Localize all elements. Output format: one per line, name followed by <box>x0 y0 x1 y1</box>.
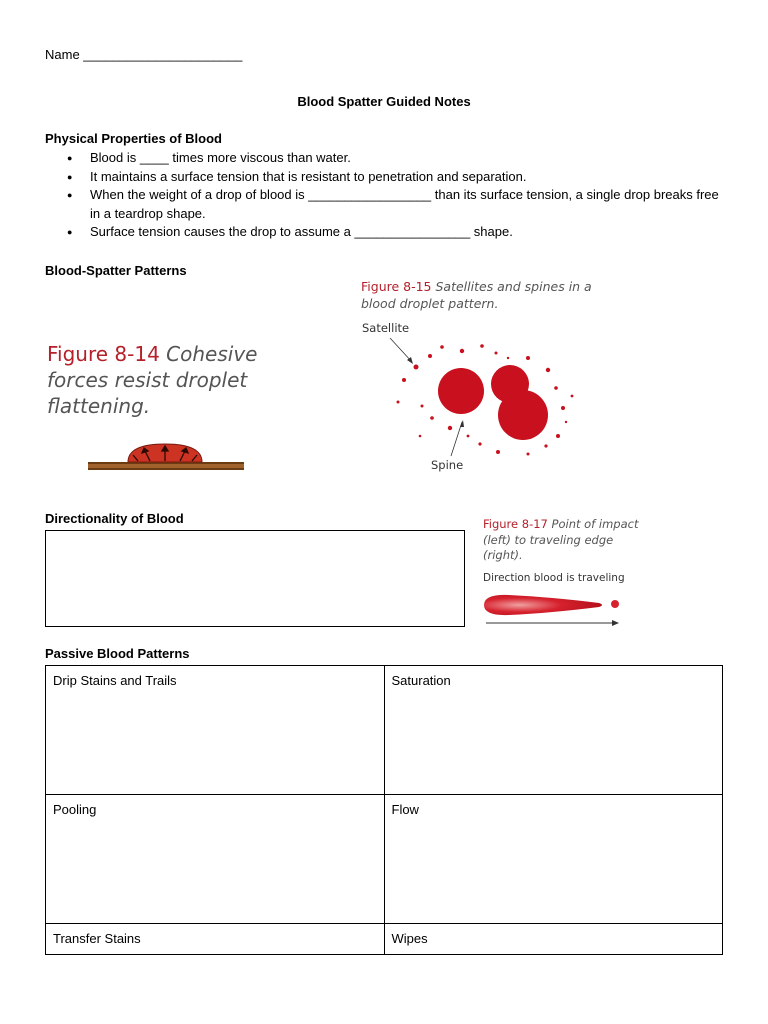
table-cell-pooling[interactable]: Pooling <box>46 795 385 924</box>
table-cell-saturation[interactable]: Saturation <box>384 666 723 795</box>
table-cell-wipes[interactable]: Wipes <box>384 924 723 955</box>
satellites-spines-illustration <box>358 318 588 478</box>
section-heading-passive-blood-patterns: Passive Blood Patterns <box>45 646 190 661</box>
section-heading-blood-spatter-patterns: Blood-Spatter Patterns <box>45 263 187 278</box>
table-cell-transfer-stains[interactable]: Transfer Stains <box>46 924 385 955</box>
spine-label: Spine <box>431 458 464 472</box>
figure-caption-text: Point of impact (left) to traveling edge (right). <box>483 517 639 562</box>
droplet-flattening-illustration <box>86 440 246 474</box>
section-heading-directionality: Directionality of Blood <box>45 511 184 526</box>
figure-8-14-caption <box>47 341 287 419</box>
figure-number: Figure 8-17 <box>483 517 548 531</box>
section-heading-physical-properties: Physical Properties of Blood <box>45 131 222 146</box>
passive-patterns-table <box>45 665 723 955</box>
satellite-label: Satellite <box>362 321 410 335</box>
table-cell-flow[interactable]: Flow <box>384 795 723 924</box>
figure-8-15-caption <box>361 278 601 312</box>
list-item: ● When the weight of a drop of blood is _________________ than its surface tension, a single drop breaks free in a teardrop shape. <box>45 186 725 223</box>
list-item: ● Blood is ____ times more viscous than water. <box>45 149 725 168</box>
figure-8-17-subtext: Direction blood is traveling <box>483 572 625 584</box>
figure-caption-text: Cohesive forces resist droplet flattening. <box>47 342 258 418</box>
figure-number: Figure 8-14 <box>47 342 160 366</box>
directionality-notes-box[interactable] <box>45 530 465 627</box>
figure-caption-text: Satellites and spines in a blood droplet pattern. <box>361 279 592 311</box>
list-item: ● It maintains a surface tension that is resistant to penetration and separation. <box>45 168 725 187</box>
direction-of-travel-illustration <box>481 592 626 628</box>
figure-number: Figure 8-15 <box>361 279 432 294</box>
table-cell-drip-stains[interactable]: Drip Stains and Trails <box>46 666 385 795</box>
name-field-label: Name ______________________ <box>45 47 243 62</box>
list-item: ● Surface tension causes the drop to assume a ________________ shape. <box>45 223 725 242</box>
physical-properties-list <box>45 149 725 242</box>
page-title: Blood Spatter Guided Notes <box>297 94 471 109</box>
figure-8-17-caption <box>483 517 653 564</box>
